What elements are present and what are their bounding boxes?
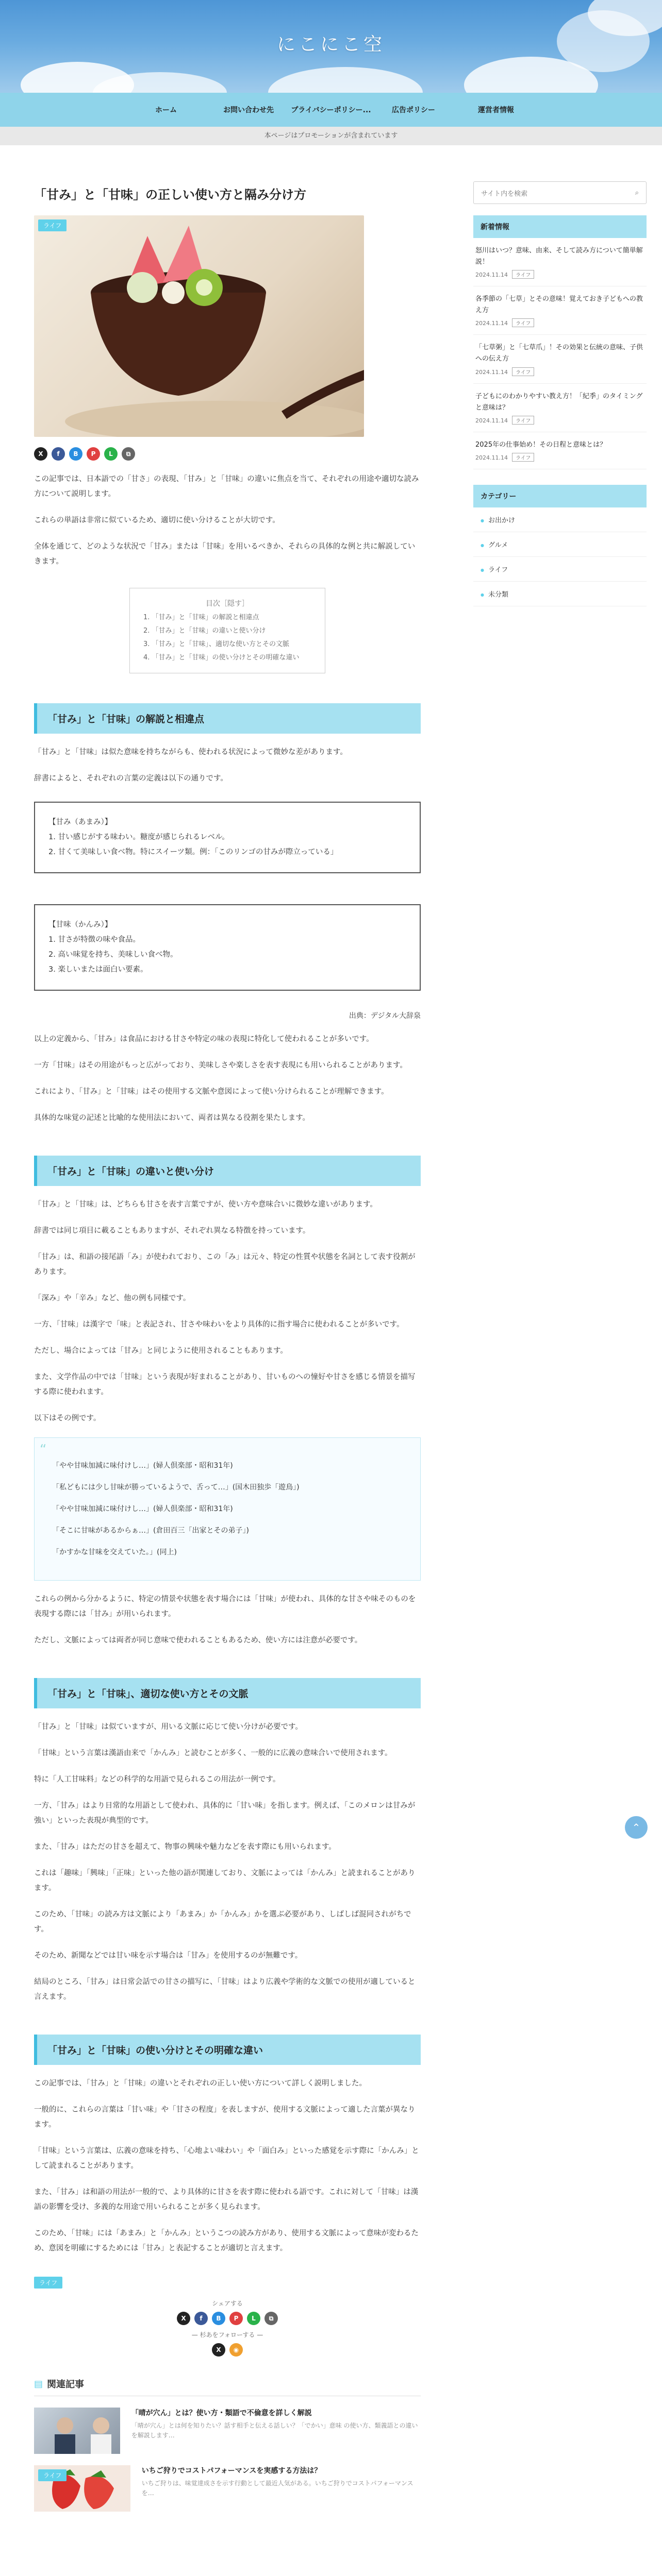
category-link[interactable]: ● グルメ	[473, 532, 647, 557]
toc-heading[interactable]: 目次［隠す］	[206, 600, 249, 608]
paragraph: 一方、「甘み」はより日常的な用語として使われ、具体的に「甘い味」を指します。例えば、「このメロンは甘みが強い」といった表現が典型的です。	[34, 1802, 416, 1825]
new-post-tag[interactable]: ライフ	[512, 318, 534, 327]
page-title: 「甘み」と「甘味」の正しい使い方と隔み分け方	[34, 188, 306, 202]
paragraph: 「甘味」という言葉は漢語由来で「かんみ」と読むことが多く、一般的に広義の意味合いで使用されます。	[34, 1749, 392, 1757]
definition-box	[34, 904, 421, 991]
quote-line: 「やや甘味加減に味付けし…」(婦人倶楽部・昭和31年)	[52, 1505, 233, 1513]
paragraph: 「甘み」は、和語の接尾語「み」が使われており、この「み」は元々、特定の性質や状態を名詞として表す役割があります。	[34, 1253, 416, 1276]
search-icon[interactable]: ⌕	[635, 189, 639, 197]
paragraph: ただし、文脈によっては両者が同じ意味で使われることもあるため、使い方には注意が必要です。	[34, 1636, 362, 1645]
facebook-share-icon[interactable]: f	[194, 2312, 208, 2325]
x-share-icon[interactable]: X	[34, 447, 47, 461]
source-citation: 出典：デジタル大辞泉	[349, 1012, 421, 1020]
eyecatch-image	[34, 215, 364, 437]
new-post-title[interactable]: 各季節の「七草」とその意味！覚えておき子どもへの教え方	[475, 295, 643, 315]
article	[34, 185, 421, 2512]
section-heading: 「甘み」と「甘味」の使い分けとその明確な違い	[34, 2035, 421, 2065]
nav-contact[interactable]: お問い合わせ先	[223, 106, 274, 114]
intro-paragraph: この記事では、日本語での「甘さ」の表現、「甘み」と「甘味」の違いに焦点を当て、それぞれの用途や適切な読み方について説明します。	[34, 475, 419, 498]
new-post-date: 2024.11.14	[475, 417, 508, 424]
toc-item[interactable]: 4. 「甘み」と「甘味」の使い分けとその明確な違い	[143, 654, 300, 662]
section-heading: 「甘み」と「甘味」の違いと使い分け	[34, 1156, 421, 1186]
related-thumbnail[interactable]	[34, 2465, 130, 2512]
paragraph: また、「甘み」はただの甘さを超えて、物事の興味や魅力などを表す際にも用いられます。	[34, 1843, 336, 1851]
toc-item[interactable]: 1. 「甘み」と「甘味」の解説と相違点	[143, 614, 259, 621]
facebook-share-icon[interactable]: f	[52, 447, 65, 461]
new-post-tag[interactable]: ライフ	[512, 453, 534, 462]
promo-notice: 本ページはプロモーションが含まれています	[0, 127, 662, 145]
toc-item[interactable]: 2. 「甘み」と「甘味」の違いと使い分け	[143, 627, 266, 635]
paragraph: 「甘み」と「甘味」は似ていますが、用いる文脈に応じて使い分けが必要です。	[34, 1723, 303, 1731]
definition-line: 【甘味（かんみ）】	[48, 921, 112, 929]
search-box[interactable]	[473, 181, 647, 204]
paragraph: 「甘味」という言葉は、広義の意味を持ち、「心地よい味わい」や「面白み」といった感覚を示す際に「かんみ」として読まれることがあります。	[34, 2147, 419, 2170]
paragraph: 以下はその例です。	[34, 1414, 101, 1422]
x-share-icon[interactable]: X	[177, 2312, 190, 2325]
definition-box	[34, 802, 421, 873]
share-buttons-top	[34, 447, 421, 461]
follow-buttons	[34, 2343, 421, 2357]
paragraph: これは「趣味」「興味」「正味」といった他の語が関連しており、文脈によっては「かんみ」と読まれることがあります。	[34, 1869, 416, 1892]
pocket-share-icon[interactable]: P	[87, 447, 100, 461]
paragraph: 一方「甘味」はその用途がもっと広がっており、美味しさや楽しさを表す表現にも用いられることがあります。	[34, 1061, 407, 1070]
quote-mark-icon: “	[40, 1442, 47, 1458]
category-tag: ライフ	[38, 2469, 67, 2481]
related-heading-text: 関連記事	[47, 2379, 85, 2390]
nav-ad-policy[interactable]: 広告ポリシー	[392, 106, 435, 114]
new-post-tag[interactable]: ライフ	[512, 367, 534, 376]
paragraph: 「深み」や「辛み」など、他の例も同様です。	[34, 1294, 191, 1302]
paragraph: これにより、「甘み」と「甘味」はその使用する文脈や意図によって使い分けられることが理解できます。	[34, 1088, 389, 1096]
new-post-item[interactable]	[473, 238, 647, 286]
definition-line: 2. 高い味覚を持ち、美味しい食べ物。	[48, 951, 178, 959]
paragraph: 「甘み」と「甘味」は似た意味を持ちながらも、使われる状況によって微妙な差があります。	[34, 748, 347, 756]
paragraph: また、「甘み」は和語の用法が一般的で、より具体的に甘さを表す際に使われる語です。これに対して「甘味」は漢語の影響を受け、多義的な用途で用いられることが多く見られます。	[34, 2188, 419, 2211]
nav-home[interactable]: ホーム	[155, 106, 177, 114]
definition-line: 3. 楽しいまたは面白い要素。	[48, 965, 148, 974]
hatena-share-icon[interactable]: B	[212, 2312, 225, 2325]
site-title[interactable]: にこにこ空	[276, 34, 385, 55]
paragraph: 辞書では同じ項目に載ることもありますが、それぞれ異なる特徴を持っています。	[34, 1227, 310, 1235]
document-icon: ▤	[34, 2378, 43, 2389]
new-post-title[interactable]: 怒川はいつ？意味、由来、そして読み方について簡単解説！	[475, 247, 643, 266]
paragraph: そのため、新聞などでは甘い味を示す場合は「甘み」を使用するのが無難です。	[34, 1952, 303, 1960]
category-link[interactable]: ● 未分類	[473, 582, 647, 606]
definition-line: 2. 甘くて美味しい食べ物。特にスイーツ類。例：「このリンゴの甘みが際立っている」	[48, 848, 338, 856]
related-heading	[34, 2377, 421, 2391]
related-post[interactable]	[34, 2465, 421, 2512]
new-post-date: 2024.11.14	[475, 272, 508, 279]
pocket-share-icon[interactable]: P	[229, 2312, 243, 2325]
category-tag[interactable]: ライフ	[38, 219, 67, 231]
quote-line: 「私どもには少し甘味が勝っているようで、舌って…」(国木田独歩「遊鳥」)	[52, 1483, 300, 1492]
intro-paragraph: これらの単語は非常に似ているため、適切に使い分けることが大切です。	[34, 516, 280, 524]
related-excerpt: いちご狩りは、味覚達成さを示す行動として最近人気がある。いちご狩りでコストパフォーマンスを…	[141, 2480, 413, 2497]
definition-line: 【甘み（あまみ）】	[48, 818, 112, 826]
paragraph: 特に「人工甘味料」などの科学的な用語で見られるこの用法が一例です。	[34, 1775, 280, 1784]
related-excerpt: 「晴が穴ん」とは何を知りたい？話す相手と伝える話しい？「でかい」意味 の使い方、類義語との違いを解説します…	[131, 2422, 418, 2439]
copy-link-icon[interactable]: ⧉	[122, 447, 135, 461]
line-share-icon[interactable]: L	[247, 2312, 260, 2325]
paragraph: 一般的に、これらの言葉は「甘い味」や「甘さの程度」を表しますが、使用する文脈によって適した言葉が異なります。	[34, 2106, 416, 2129]
intro-paragraph: 全体を通じて、どのような状況で「甘み」または「甘味」を用いるべきか、それらの具体的な例と共に解説していきます。	[34, 543, 416, 566]
new-post-title[interactable]: 子どもにのわかりやすい教え方！「紀季」のタイミングと意味は？	[475, 392, 643, 412]
quote-line: 「かすかな甘味を交えていた。」(同上)	[52, 1548, 177, 1556]
new-post-date: 2024.11.14	[475, 320, 508, 327]
paragraph: この記事では、「甘み」と「甘味」の違いとそれぞれの正しい使い方について詳しく説明しました。	[34, 2079, 367, 2088]
hatena-share-icon[interactable]: B	[69, 447, 82, 461]
categories-widget	[473, 485, 647, 606]
nav-privacy[interactable]: プライバシーポリシー...	[291, 106, 371, 114]
new-post-title[interactable]: 「七草粥」と「七草爪」！その効果と伝統の意味、子供への伝え方	[475, 344, 643, 363]
paragraph: 「甘み」と「甘味」は、どちらも甘さを表す言葉ですが、使い方や意味合いに微妙な違いがあります。	[34, 1200, 377, 1209]
new-post-date: 2024.11.14	[475, 368, 508, 376]
definition-line: 1. 甘い感じがする味わい。糖度が感じられるレベル。	[48, 833, 229, 841]
paragraph: ただし、場合によっては「甘み」と同じように使用されることもあります。	[34, 1347, 288, 1355]
paragraph: これらの例から分かるように、特定の情景や状態を表す場合には「甘味」が使われ、具体的な甘さや味そのものを表現する際には「甘み」が用いられます。	[34, 1595, 416, 1618]
section-heading: 「甘み」と「甘味」、適切な使い方とその文脈	[34, 1678, 421, 1708]
quote-line: 「やや甘味加減に味付けし…」(婦人倶楽部・昭和31年)	[52, 1462, 233, 1470]
paragraph: 辞書によると、それぞれの言葉の定義は以下の通りです。	[34, 774, 228, 783]
paragraph: このため、「甘味」には「あまみ」と「かんみ」というこつの読み方があり、使用する文脈によって意味が変わるため、意図を明確にするためには「甘み」と表記することが適切と言えます。	[34, 2229, 419, 2252]
quote-line: 「そこに甘味があるからぁ…」(倉田百三「出家とその弟子」)	[52, 1527, 249, 1535]
category-link[interactable]: ● お出かけ	[473, 507, 647, 532]
new-post-item[interactable]	[473, 335, 647, 383]
rss-follow-icon[interactable]: ◉	[229, 2343, 243, 2357]
definition-line: 1. 甘さが特徴の味や食品。	[48, 936, 140, 944]
paragraph: 結局のところ、「甘み」は日常会話での甘さの描写に、「甘味」はより広義や学術的な文脈での使用が適していると言えます。	[34, 1978, 416, 2001]
category-tag[interactable]: ライフ	[34, 2277, 62, 2289]
follow-label: — 杉あをフォローする —	[191, 2331, 263, 2338]
footer-category	[34, 2277, 421, 2289]
cloud-decoration	[268, 67, 423, 93]
related-title[interactable]: 「晴が穴ん」とは？使い方・類語で不倫意を詳しく解説	[131, 2409, 312, 2417]
new-post-item[interactable]	[473, 384, 647, 432]
new-post-title[interactable]: 2025年の仕事始め！その日程と意味とは？	[475, 440, 607, 449]
search-input[interactable]: サイト内を検索	[481, 190, 528, 198]
new-post-tag[interactable]: ライフ	[512, 270, 534, 279]
x-follow-icon[interactable]: X	[212, 2343, 225, 2357]
chevron-up-icon: ⌃	[632, 1821, 641, 1834]
nav-operator[interactable]: 運営者情報	[478, 106, 514, 114]
category-link[interactable]: ● ライフ	[473, 557, 647, 582]
quote-block	[34, 1437, 421, 1581]
copy-link-icon[interactable]: ⧉	[264, 2312, 278, 2325]
paragraph: 一方、「甘味」は漢字で「味」と表記され、甘さや味わいをより具体的に指す場合に使われることが多いです。	[34, 1320, 404, 1329]
paragraph: また、文学作品の中では「甘味」という表現が好まれることがあり、甘いものへの憧好や甘さを感じる情景を描写する際に使われます。	[34, 1373, 416, 1396]
dessert-illustration	[34, 215, 364, 437]
share-label: シェアする	[212, 2300, 243, 2307]
related-title[interactable]: いちご狩りでコストパフォーマンスを実感する方法は？	[141, 2467, 322, 2475]
section-heading: 「甘み」と「甘味」の解説と相違点	[34, 703, 421, 734]
paragraph: 具体的な味覚の記述と比喩的な使用法において、両者は異なる役割を果たします。	[34, 1114, 310, 1122]
new-post-tag[interactable]: ライフ	[512, 416, 534, 425]
global-nav	[0, 93, 662, 127]
new-post-item[interactable]	[473, 432, 647, 469]
new-post-date: 2024.11.14	[475, 454, 508, 461]
site-header	[0, 0, 662, 93]
paragraph: 以上の定義から、「甘み」は食品における甘さや特定の味の表現に特化して使われることが多いです。	[34, 1035, 374, 1043]
toc-item[interactable]: 3. 「甘み」と「甘味」、適切な使い方とその文脈	[143, 640, 290, 648]
new-posts-widget	[473, 215, 647, 469]
related-thumbnail[interactable]	[34, 2408, 120, 2454]
new-post-item[interactable]	[473, 286, 647, 335]
paragraph: このため、「甘味」の読み方は文脈により「あまみ」か「かんみ」かを選ぶ必要があり、しばしば混同されがちです。	[34, 1910, 411, 1934]
share-buttons-bottom	[34, 2312, 421, 2325]
table-of-contents	[129, 588, 325, 673]
widget-title: カテゴリー	[473, 485, 647, 507]
related-post[interactable]	[34, 2408, 421, 2454]
sidebar	[473, 181, 647, 606]
scroll-to-top-button[interactable]	[625, 1816, 648, 1839]
line-share-icon[interactable]: L	[104, 447, 118, 461]
widget-title: 新着情報	[473, 215, 647, 238]
